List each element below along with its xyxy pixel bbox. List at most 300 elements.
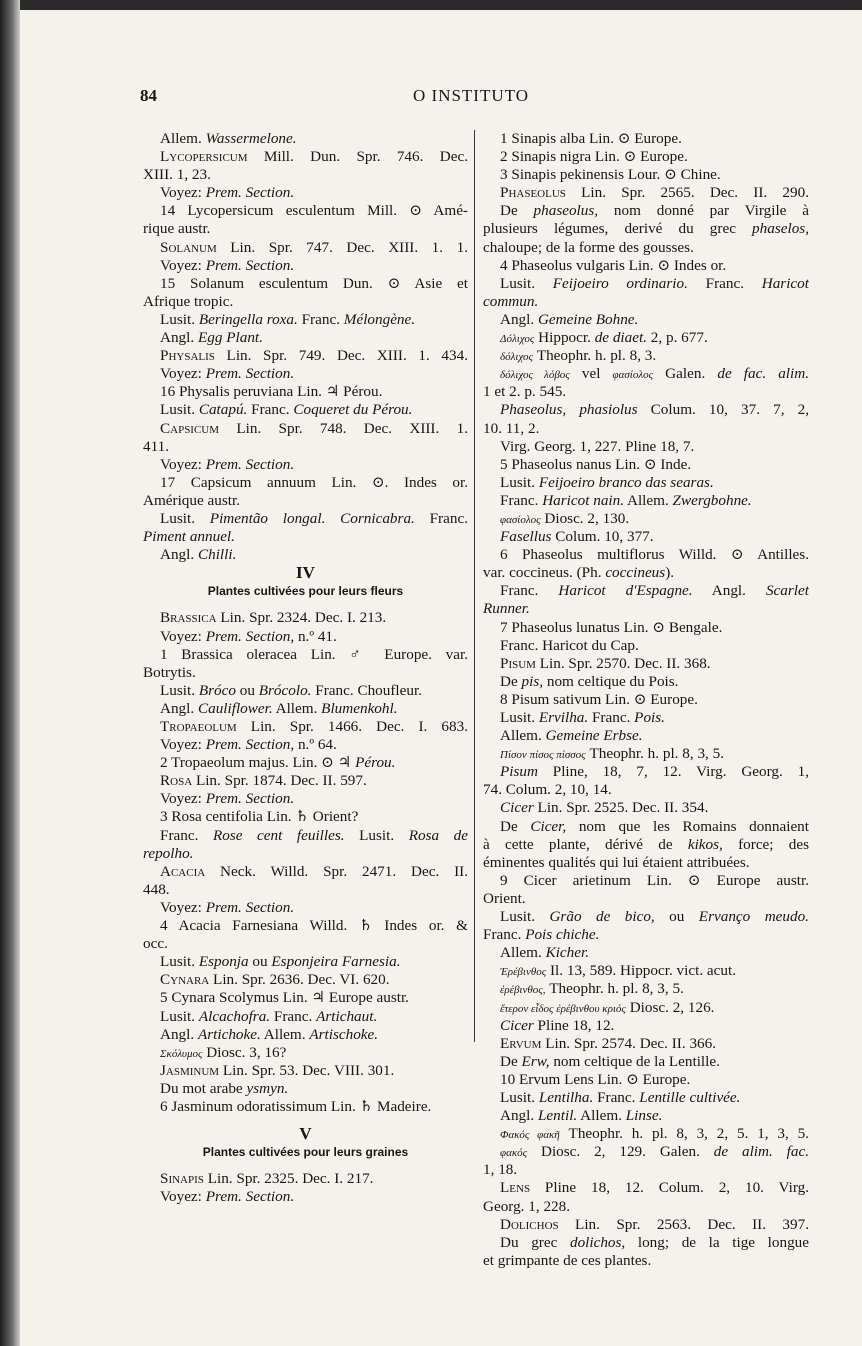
text-line (483, 420, 809, 438)
text-line (483, 655, 809, 673)
text-line (483, 257, 809, 275)
text-run: Pimentão longal. Cornicabra. (209, 509, 415, 527)
text-run: Lin. Spr. 53. Dec. VIII. 301. (219, 1061, 395, 1079)
text-line (483, 1216, 809, 1234)
text-run: De (500, 202, 534, 220)
text-run: 6 Phaseolus multiflorus Willd. ⊙ Antilles. (500, 546, 809, 564)
text-run: Haricot d'Espagne. (558, 582, 693, 600)
text-run: Theophr. h. pl. 8, 3, 5. (545, 980, 684, 998)
text-run: Lin. Spr. 747. Dec. XIII. 1. 1. (216, 238, 468, 256)
text-line (483, 763, 809, 781)
text-run: Prem. Section. (205, 184, 295, 202)
text-run: long; de la tige longue (625, 1233, 809, 1251)
text-line (143, 220, 468, 238)
text-line (143, 827, 468, 845)
text-run: Artichaut. (316, 1007, 378, 1025)
text-run: Feijoeiro ordinario. (552, 274, 688, 292)
text-line (143, 899, 468, 917)
text-run: dolichos, (569, 1233, 626, 1251)
text-run: Lin. Spr. 1466. Dec. I. 683. (236, 718, 468, 735)
text-run: Linse. (625, 1107, 663, 1125)
text-line (143, 1062, 468, 1080)
text-run: Chilli. (197, 546, 237, 564)
text-line (483, 1252, 809, 1270)
text-run: Mélongène. (343, 310, 416, 328)
text-line (143, 863, 468, 881)
text-line (483, 239, 809, 257)
text-line (143, 808, 468, 826)
text-run: Hippocr. (534, 329, 595, 347)
text-run: 7 Phaseolus lunatus Lin. ⊙ Bengale. (500, 618, 723, 636)
text-run: Gemeine Bohne. (537, 310, 639, 328)
text-run: 4 Phaseolus vulgaris Lin. ⊙ Indes or. (500, 256, 727, 274)
text-run: Bróco (198, 681, 236, 699)
text-run: Allem. (272, 699, 322, 717)
text-run: XIII. 1, 23. (143, 166, 211, 184)
text-line (483, 510, 809, 528)
text-run: Esponja (198, 953, 249, 971)
text-run: Runner. (483, 600, 530, 618)
text-line (143, 664, 468, 682)
text-run: Physalis (160, 347, 215, 365)
text-run: Πίσον πίσος πίσσος (500, 749, 586, 762)
text-run: Jasminum (160, 1061, 220, 1079)
text-line (143, 148, 468, 166)
text-run: Erw, (521, 1052, 550, 1070)
text-run: Egg Plant. (197, 329, 263, 347)
text-run: Voyez: (160, 898, 206, 916)
text-run: 6 Jasminum odoratissimum Lin. ♄ Madeire. (160, 1097, 432, 1115)
text-run: 5 Phaseolus nanus Lin. ⊙ Inde. (500, 455, 692, 473)
text-run: Pois chiche. (525, 926, 600, 944)
text-run: 1 Sinapis alba Lin. ⊙ Europe. (500, 130, 682, 147)
text-run: 3 Sinapis pekinensis Lour. ⊙ Chine. (500, 166, 721, 184)
text-run: Du grec (500, 1233, 570, 1251)
column-rule (474, 130, 475, 1042)
text-run: Prem. Section. (205, 1188, 295, 1206)
text-run: pis, (521, 672, 544, 690)
text-line (483, 438, 809, 456)
text-line (143, 528, 468, 546)
text-line (483, 890, 809, 908)
text-run: Voyez: (160, 455, 206, 473)
text-run: occ. (143, 935, 168, 953)
text-run: Angl. (500, 1107, 538, 1125)
text-line (483, 148, 809, 166)
text-run: de diaet. (594, 329, 647, 347)
text-run: Amérique austr. (143, 491, 241, 509)
text-run: 10 Ervum Lens Lin. ⊙ Europe. (500, 1070, 691, 1088)
text-run: coccineus (605, 564, 666, 582)
text-line (483, 926, 809, 944)
text-line (143, 917, 468, 935)
text-run: ). (665, 564, 675, 582)
text-run: Angl. (160, 329, 198, 347)
text-line (143, 1098, 468, 1116)
text-run: 74. Colum. 2, 10, 14. (483, 781, 612, 799)
text-run: Cicer, (530, 817, 567, 835)
text-line (143, 130, 468, 148)
text-line (483, 202, 809, 220)
text-run: Pisum (500, 763, 538, 781)
text-run: Galen. (653, 365, 718, 383)
text-run: Cauliflower. (197, 699, 273, 717)
text-run: Prem. Section, (205, 627, 295, 645)
text-line (483, 745, 809, 763)
text-run: Ervilha. (538, 709, 589, 726)
text-line (143, 456, 468, 474)
text-line (483, 673, 809, 691)
text-run: Lusit. (500, 1088, 539, 1106)
text-line (143, 438, 468, 456)
text-run: 3 Rosa centifolia Lin. ♄ Orient? (160, 808, 359, 826)
text-line (483, 1071, 809, 1089)
text-line (483, 546, 809, 564)
text-run: Lusit. (160, 681, 199, 699)
text-run: Franc. (687, 274, 762, 292)
text-line (483, 130, 809, 148)
text-run: Prem. Section. (205, 455, 295, 473)
text-line (143, 1080, 468, 1098)
text-run: Feijoeiro branco das searas. (538, 473, 714, 491)
text-run: Prem. Section. (205, 898, 295, 916)
text-run: Franc. (270, 1007, 317, 1025)
text-line (143, 202, 468, 220)
text-run: 1 Brassica oleracea Lin. ♂ Europe. var. (160, 645, 468, 663)
text-line (143, 682, 468, 700)
text-run: Kicher. (545, 944, 590, 962)
text-run: Lin. Spr. 2570. Dec. II. 368. (535, 654, 711, 672)
text-run: Plantes cultivées pour leurs fleurs (207, 584, 404, 599)
text-run: n.º 64. (294, 736, 337, 754)
text-line (483, 1198, 809, 1216)
text-run: Lin. Spr. 748. Dec. XIII. 1. (219, 419, 468, 437)
text-run: ou (654, 908, 699, 926)
text-line (143, 1161, 468, 1170)
text-run: Diosc. 2, 130. (540, 509, 630, 527)
text-line (483, 293, 809, 311)
text-line (483, 528, 809, 546)
text-line (143, 790, 468, 808)
text-run: Prem. Section. (205, 256, 295, 274)
text-run: Allem. (500, 727, 546, 745)
text-line (143, 383, 468, 401)
text-run: Voyez: (160, 256, 206, 274)
text-run: ou (235, 681, 259, 699)
text-run: Beringella roxa. (198, 310, 298, 328)
text-run: Theophr. h. pl. 8, 3, 5. (585, 745, 725, 763)
text-run: phaseolus, (533, 202, 599, 220)
text-run: δόλιχος (500, 351, 534, 364)
text-run: 411. (143, 437, 170, 455)
text-line (483, 600, 809, 618)
text-run: repolho. (143, 844, 194, 862)
text-line (143, 329, 468, 347)
text-run: Dolichos (500, 1215, 559, 1233)
text-run: 14 Lycopersicum esculentum Mill. ⊙ Amé- (160, 202, 468, 220)
text-line (143, 700, 468, 718)
text-run: var. coccineus. (Ph. (483, 564, 606, 582)
text-run: De (500, 1052, 522, 1070)
text-run: Tropaeolum (160, 718, 237, 735)
text-run: Pisum (500, 654, 536, 672)
text-run: Il. 13, 589. Hippocr. vict. acut. (546, 962, 737, 980)
text-run: Alcachofra. (198, 1007, 271, 1025)
text-run: Φακός φακῆ (500, 1129, 560, 1142)
text-line (143, 935, 468, 953)
text-run: 4 Acacia Farnesiana Willd. ♄ Indes or. & (160, 917, 468, 935)
text-line (143, 420, 468, 438)
text-line (483, 691, 809, 709)
text-line (483, 727, 809, 745)
text-line (143, 1044, 468, 1062)
text-run: Prem. Section, (205, 736, 295, 754)
section-heading (143, 1125, 468, 1143)
text-line (143, 989, 468, 1007)
text-run: Artichoke. (197, 1025, 261, 1043)
text-run: Zwergbohne. (672, 491, 752, 509)
text-line (143, 736, 468, 754)
text-line (143, 239, 468, 257)
text-line (143, 293, 468, 311)
text-run: 16 Physalis peruviana Lin. ♃ Pérou. (160, 383, 383, 401)
text-line (483, 1035, 809, 1053)
text-line (483, 781, 809, 799)
text-run: V (299, 1125, 312, 1144)
text-run: Franc. (593, 1088, 640, 1106)
text-run: Diosc. 2, 129. Galen. (527, 1143, 714, 1161)
text-line (483, 799, 809, 817)
text-run: Gemeine Erbse. (545, 727, 643, 745)
text-line (483, 347, 809, 365)
text-run: Lycopersicum (160, 148, 248, 166)
text-line (143, 166, 468, 184)
text-run: Brassica (160, 609, 217, 627)
text-run: Franc. (500, 491, 543, 509)
text-run: Lusit. (160, 310, 199, 328)
text-run: Catapú. (198, 401, 248, 419)
text-line (143, 275, 468, 293)
text-run: De (500, 817, 531, 835)
text-run: Lin. Spr. 2324. Dec. I. 213. (216, 609, 387, 627)
text-run: Lin. Spr. 749. Dec. XIII. 1. 434. (214, 347, 468, 365)
text-run: Franc. (500, 582, 559, 600)
text-line (143, 474, 468, 492)
text-line (143, 1170, 468, 1188)
text-run: n.º 41. (294, 627, 337, 645)
text-line (483, 564, 809, 582)
text-line (483, 1017, 809, 1035)
book-spine-shadow (0, 0, 20, 1346)
section-heading (143, 564, 468, 582)
text-run: Prem. Section. (205, 365, 295, 383)
text-run: Rosa de (408, 826, 468, 844)
text-line (143, 754, 468, 772)
text-run: Franc. (297, 310, 344, 328)
text-run: Orient. (483, 889, 526, 907)
text-run: nom donné par Virgile à (598, 202, 809, 220)
text-run: Ervum (500, 1034, 542, 1052)
text-run: vel (569, 365, 613, 383)
text-line (143, 510, 468, 528)
text-run: ou (248, 953, 272, 971)
text-run: Franc. Choufleur. (311, 681, 422, 699)
text-run: Georg. 1, 228. (483, 1197, 571, 1215)
text-run: Colum. 10, 377. (551, 528, 654, 546)
text-run: Pline 18, 12. (533, 1016, 615, 1034)
text-line (483, 1234, 809, 1252)
book-page (20, 10, 862, 1346)
text-run: De (500, 672, 522, 690)
text-run: de fac. alim. (717, 365, 809, 383)
text-run: Haricot (761, 274, 809, 292)
text-run: Piment annuel. (143, 528, 235, 546)
text-line (483, 980, 809, 998)
text-run: nom celtique de la Lentille. (549, 1052, 720, 1070)
text-line (143, 600, 468, 609)
text-line (143, 971, 468, 989)
text-run: 10. 11, 2. (483, 419, 540, 437)
text-line (483, 220, 809, 238)
text-line (143, 1188, 468, 1206)
text-line (143, 609, 468, 627)
text-line (483, 1161, 809, 1179)
section-heading (143, 582, 468, 600)
text-run: Voyez: (160, 1188, 206, 1206)
text-run: Sinapis (160, 1170, 204, 1188)
text-line (483, 329, 809, 347)
text-run: Lentil. (537, 1107, 578, 1125)
text-line (483, 1089, 809, 1107)
text-run: 8 Pisum sativum Lin. ⊙ Europe. (500, 690, 698, 708)
text-run: Lens (500, 1179, 531, 1197)
text-run: ἕτερον εἶδος ἐρέβινθου κριός (500, 1002, 626, 1015)
text-run: Franc. (483, 926, 526, 944)
text-line (483, 582, 809, 600)
text-run: Lusit. (160, 1007, 199, 1025)
text-run: Voyez: (160, 184, 206, 202)
text-run: Δόλιχος (500, 333, 535, 346)
text-line (143, 257, 468, 275)
text-line (483, 944, 809, 962)
text-run: Acacia (160, 862, 206, 880)
text-run: 2 Sinapis nigra Lin. ⊙ Europe. (500, 148, 688, 166)
text-run: Lin. Spr. 2563. Dec. II. 397. (558, 1215, 809, 1233)
text-run: Allem. (160, 130, 206, 147)
text-run: 17 Capsicum annuum Lin. ⊙. Indes or. (160, 473, 468, 491)
text-line (143, 311, 468, 329)
text-run: Lusit. (160, 401, 199, 419)
text-run: Diosc. 2, 126. (625, 998, 715, 1016)
text-run: Blumenkohl. (321, 699, 398, 717)
text-run: Lin. Spr. 2325. Dec. I. 217. (203, 1170, 374, 1188)
text-line (483, 1125, 809, 1143)
text-line (483, 383, 809, 401)
text-line (143, 365, 468, 383)
text-run: Du mot arabe (160, 1079, 247, 1097)
text-run: Allem. (577, 1107, 626, 1125)
text-run: Ervanço meudo. (698, 908, 809, 926)
text-run: Voyez: (160, 365, 206, 383)
text-line (483, 1143, 809, 1161)
text-line (143, 881, 468, 899)
text-run: Angl. (160, 546, 198, 564)
text-line (483, 1179, 809, 1197)
text-run: Coqueret du Pérou. (293, 401, 413, 419)
text-run: Prem. Section. (205, 790, 295, 808)
text-run: éminentes qualités qui lui étaient attribuées. (483, 853, 750, 871)
text-line (483, 1053, 809, 1071)
text-run: Rose cent feuilles. (212, 826, 345, 844)
text-run: Phaseolus, phasiolus (500, 401, 638, 419)
page-number: 84 (140, 86, 157, 105)
text-line (483, 474, 809, 492)
text-line (483, 184, 809, 202)
text-run: 5 Cynara Scolymus Lin. ♃ Europe austr. (160, 989, 409, 1007)
text-run: 448. (143, 880, 170, 898)
text-run: chaloupe; de la forme des gousses. (483, 238, 694, 256)
text-run: nom que les Romains donnaient (566, 817, 809, 835)
text-run: Lusit. (500, 274, 553, 292)
text-line (483, 637, 809, 655)
text-line (483, 492, 809, 510)
text-run: Phaseolus (500, 184, 566, 202)
journal-title: O INSTITUTO (413, 86, 529, 105)
text-run: Allem. (260, 1025, 310, 1043)
text-run: Lentille cultivée. (639, 1088, 741, 1106)
text-run: Angl. (500, 310, 538, 328)
text-run: Ἐρέβινθος (500, 966, 547, 979)
text-run: 1 et 2. p. 545. (483, 383, 567, 401)
text-line (143, 347, 468, 365)
text-run: Cicer (500, 799, 534, 817)
text-run: Wassermelone. (205, 130, 297, 147)
text-run: rique austr. (143, 220, 211, 238)
text-run: Grão de bico, (549, 908, 655, 926)
text-run: Franc. (247, 401, 294, 419)
text-run: Lusit. (500, 709, 539, 726)
text-run: Franc. (414, 509, 468, 527)
text-line (143, 718, 468, 736)
text-line (143, 401, 468, 419)
running-head (20, 86, 862, 108)
text-run: et grimpante de ces plantes. (483, 1251, 652, 1269)
text-run: Solanum (160, 238, 217, 256)
text-run: Pline, 18, 7, 12. Virg. Georg. 1, (537, 763, 809, 781)
text-line (483, 818, 809, 836)
text-run: Capsicum (160, 419, 220, 437)
text-run: Voyez: (160, 736, 206, 754)
text-run: Lin. Spr. 2565. Dec. II. 290. (565, 184, 809, 202)
text-run: Virg. Georg. 1, 227. Pline 18, 7. (500, 437, 695, 455)
section-heading (143, 1143, 468, 1161)
text-run: Theophr. h. pl. 8, 3. (533, 347, 657, 365)
text-line (143, 646, 468, 664)
text-line (143, 1008, 468, 1026)
text-run: Voyez: (160, 790, 206, 808)
text-run: φακός (500, 1147, 528, 1160)
text-run: plusieurs légumes, derivé du grec (483, 220, 753, 238)
text-line (483, 456, 809, 474)
text-line (143, 546, 468, 564)
text-line (143, 1026, 468, 1044)
text-run: Theophr. h. pl. 8, 3, 2, 5. 1, 3, 5. (559, 1125, 809, 1143)
left-column (143, 130, 468, 1206)
text-run: Lin. Spr. 1874. Dec. II. 597. (192, 772, 367, 790)
text-run: de alim. fac. (713, 1143, 809, 1161)
text-run: Pline 18, 12. Colum. 2, 10. Virg. (530, 1179, 809, 1197)
text-run: Lentilha. (538, 1088, 594, 1106)
